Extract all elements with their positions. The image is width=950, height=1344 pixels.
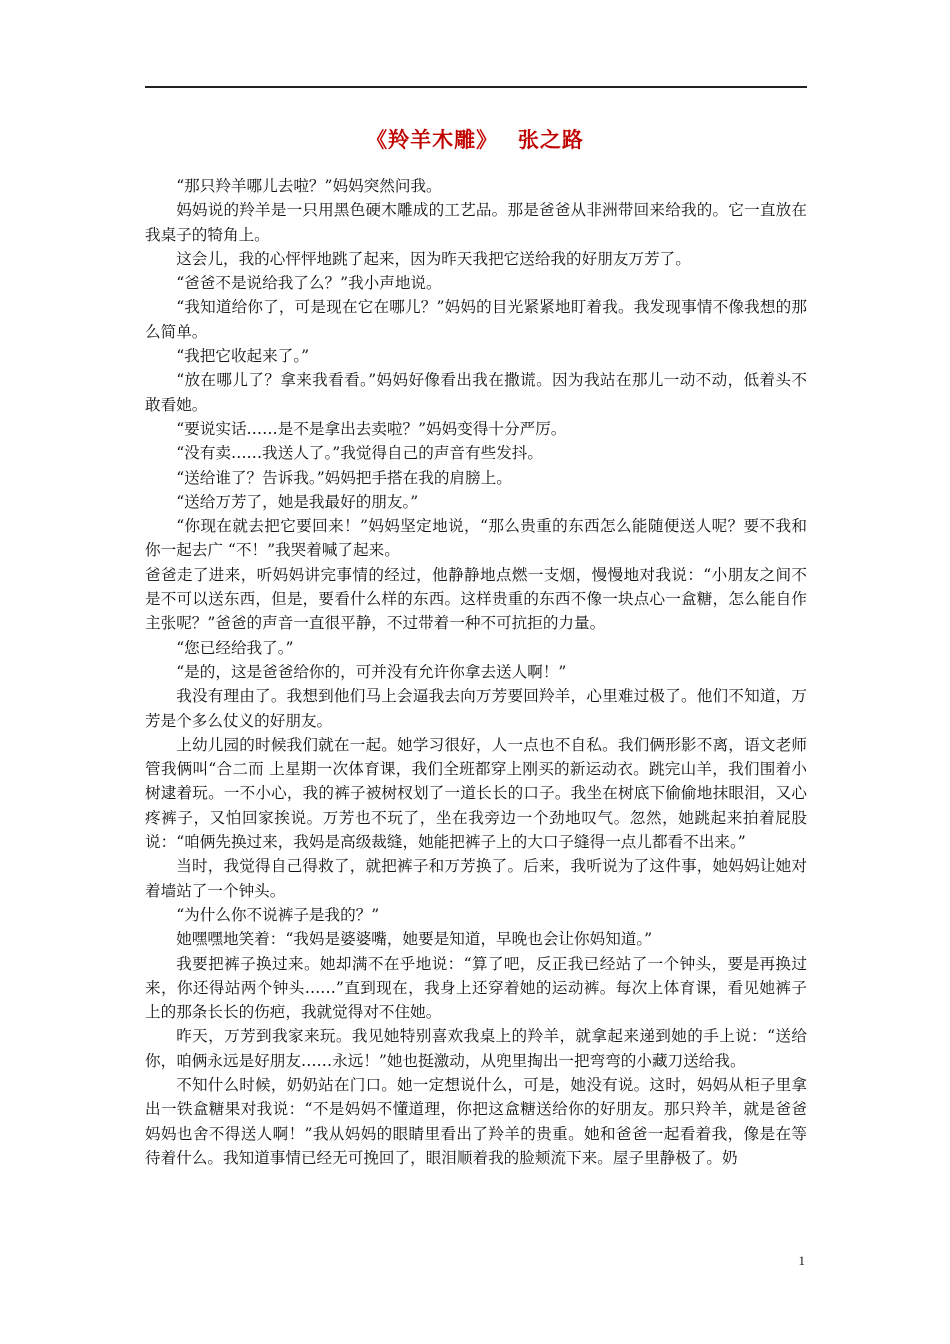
document-title: 《羚羊木雕》 张之路 — [366, 128, 584, 152]
paragraph: 不知什么时候，奶奶站在门口。她一定想说什么，可是，她没有说。这时，妈妈从柜子里拿出一铁盒糖果对我说：“不是妈妈不懂道理，你把这盒糖送给你的好朋友。那只羚羊，就是爸爸妈妈也舍不得送人啊！”我从妈妈的眼睛里看出了羚羊的贵重。她和爸爸一起看着我，像是在等待着什么。我知道事情已经无可挽回了，眼泪顺着我的脸颊流下来。屋子里静极了。奶 — [145, 1075, 807, 1167]
paragraph: 她嘿嘿地笑着：“我妈是婆婆嘴，她要是知道，早晚也会让你妈知道。” — [176, 930, 653, 949]
paragraph: “送给谁了？告诉我。”妈妈把手搭在我的肩膀上。 — [176, 468, 512, 487]
paragraph: “爸爸不是说给我了么？”我小声地说。 — [176, 274, 442, 293]
paragraph: 妈妈说的羚羊是一只用黑色硬木雕成的工艺品。那是爸爸从非洲带回来给我的。它一直放在我桌子的犄角上。 — [145, 201, 807, 244]
paragraph: 昨天，万芳到我家来玩。我见她特别喜欢我桌上的羚羊，就拿起来递到她的手上说：“送给你，咱俩永远是好朋友……永远！”她也挺激动，从兜里掏出一把弯弯的小藏刀送给我。 — [145, 1027, 807, 1070]
paragraph: “放在哪儿了？拿来我看看。”妈妈好像看出我在撒谎。因为我站在那儿一动不动，低着头不敢看她。 — [145, 371, 807, 414]
paragraph: “送给万芳了，她是我最好的朋友。” — [176, 492, 419, 511]
paragraph: “那只羚羊哪儿去啦？”妈妈突然问我。 — [176, 177, 442, 195]
paragraph: “您已经给我了。” — [176, 638, 294, 657]
paragraph: “你现在就去把它要回来！”妈妈坚定地说，“那么贵重的东西怎么能随便送人呢？要不我和你一起去广 “不！”我哭着喊了起来。 — [145, 517, 807, 560]
paragraph: 上幼儿园的时候我们就在一起。她学习很好，人一点也不自私。我们俩形影不离，语文老师管我俩叫“合二而 上星期一次体育课，我们全班都穿上刚买的新运动衣。跳完山羊，我们围着小树逮着玩。一不小心，我的裤子被树杈划了一道长长的口子。我坐在树底下偷偷地抹眼泪，又心疼裤子，又怕回家挨说。万芳也不玩了，坐在我旁边一个劲地叹气。忽然，她跳起来拍着屁股说：“咱俩先换过来，我妈是高级裁缝，她能把裤子上的大口子缝得一点儿都看不出来。” — [145, 735, 807, 852]
paragraph: 这会儿，我的心怦怦地跳了起来，因为昨天我把它送给我的好朋友万芳了。 — [176, 249, 691, 268]
page-number: 1 — [798, 1253, 805, 1268]
article-body — [145, 174, 807, 1170]
paragraph: “我知道给你了，可是现在它在哪儿？”妈妈的目光紧紧地盯着我。我发现事情不像我想的那么简单。 — [145, 298, 807, 341]
paragraph: 当时，我觉得自己得救了，就把裤子和万芳换了。后来，我听说为了这件事，她妈妈让她对着墙站了一个钟头。 — [145, 857, 807, 900]
paragraph: 我没有理由了。我想到他们马上会逼我去向万芳要回羚羊，心里难过极了。他们不知道，万芳是个多么仗义的好朋友。 — [145, 687, 807, 730]
header-rule — [145, 86, 807, 88]
paragraph: “我把它收起来了。” — [176, 347, 310, 366]
paragraph: 我要把裤子换过来。她却满不在乎地说：“算了吧，反正我已经站了一个钟头，要是再换过来，你还得站两个钟头……”直到现在，我身上还穿着她的运动裤。每次上体育课，看见她裤子上的那条长长的伤疤，我就觉得对不住她。 — [145, 954, 807, 1022]
paragraph: “没有卖……我送人了。”我觉得自己的声音有些发抖。 — [176, 444, 543, 463]
paragraph: “要说实话……是不是拿出去卖啦？”妈妈变得十分严厉。 — [176, 419, 567, 438]
paragraph: “是的，这是爸爸给你的，可并没有允许你拿去送人啊！” — [176, 662, 567, 681]
paragraph: “为什么你不说裤子是我的？” — [176, 905, 380, 924]
paragraph: 爸爸走了进来，听妈妈讲完事情的经过，他静静地点燃一支烟，慢慢地对我说：“小朋友之间不是不可以送东西，但是，要看什么样的东西。这样贵重的东西不像一块点心一盒糖，怎么能自作主张呢？”爸爸的声音一直很平静，不过带着一种不可抗拒的力量。 — [145, 565, 807, 633]
